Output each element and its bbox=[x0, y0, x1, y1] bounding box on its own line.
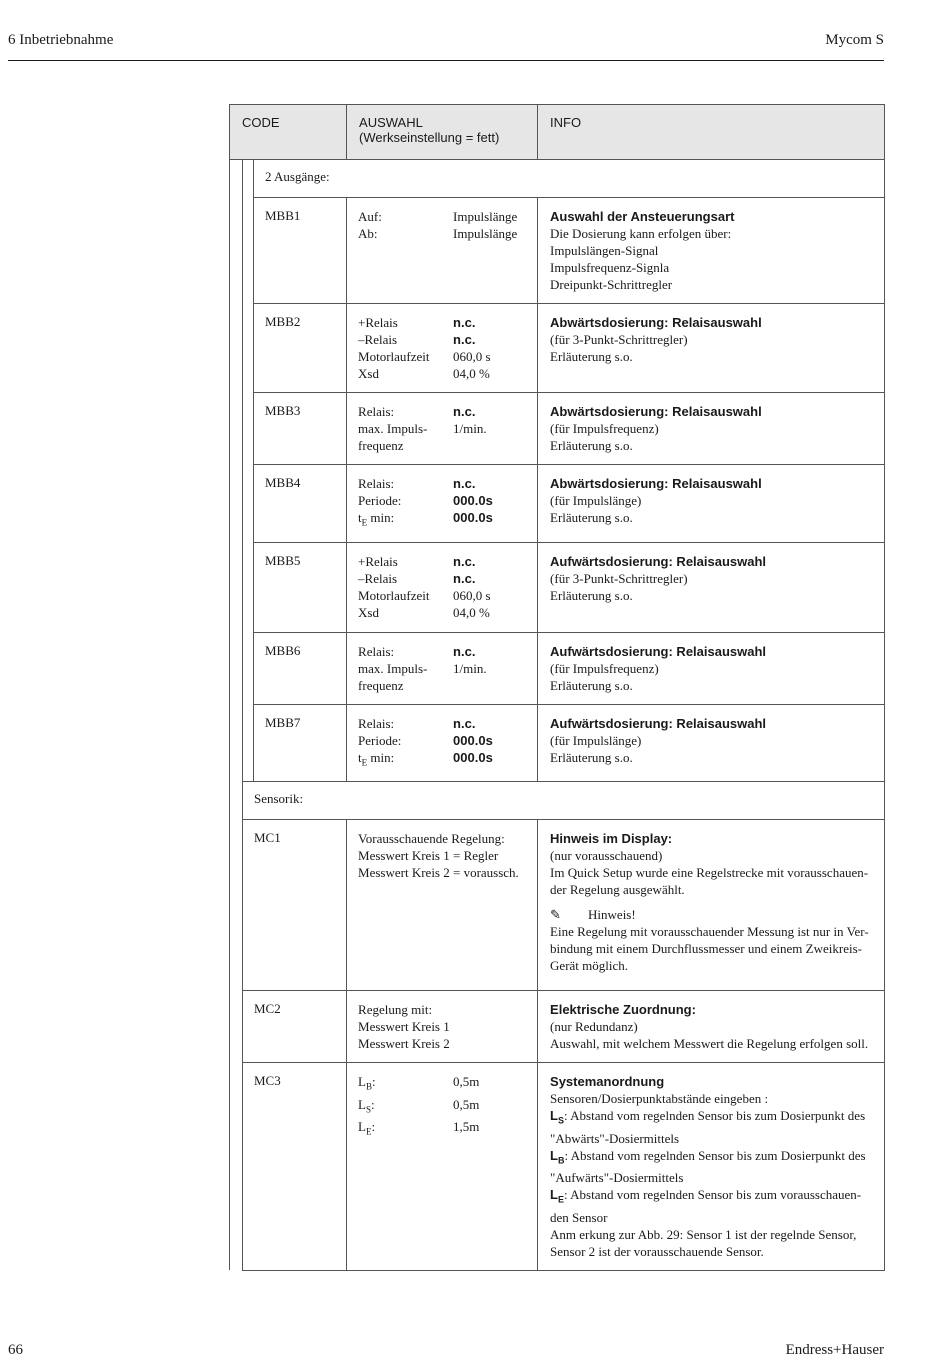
info-cell: Elektrische Zuordnung: (nur Redundanz) Auswahl, mit welchem Messwert die Regelung erfolgen soll. bbox=[538, 991, 885, 1063]
info-cell: Systemanordnung Sensoren/Dosierpunktabstände eingeben : $L_S$: Abstand vom regelnden Sensor bis zum Dosierpunkt des "Abwärts"-Dosiermittels $L_B$: Abstand vom regelnden Sensor bis zum Dosierpunkt des "Aufwärts"-Dosiermittels $L_E$: Abstand vom regelnden Sensor bis zum vorausschauen- den Sensor Anm erkung zur Abb. 29: Sensor 1 ist der regelnde Sensor, Sensor 2 ist der vorausschauende Sensor. bbox=[538, 1063, 885, 1271]
page-header-chapter: 6 Inbetriebnahme bbox=[8, 32, 114, 48]
code-cell: MBB7 bbox=[254, 704, 347, 782]
info-cell: Aufwärtsdosierung: Relaisauswahl (für Impulslänge) Erläuterung s.o. bbox=[538, 704, 885, 782]
info-cell: Abwärtsdosierung: Relaisauswahl (für 3-Punkt-Schrittregler) Erläuterung s.o. bbox=[538, 304, 885, 393]
inner-indent-bar bbox=[243, 160, 254, 782]
selection-cell: Relais: n.c. max. Impuls- 1/min. frequenz bbox=[347, 393, 538, 465]
code-cell: MBB5 bbox=[254, 542, 347, 632]
code-cell: MBB2 bbox=[254, 304, 347, 393]
table-row-mbb3 bbox=[230, 393, 885, 465]
outer-indent-bar bbox=[230, 160, 243, 782]
column-header-auswahl: AUSWAHL (Werkseinstellung = fett) bbox=[347, 105, 538, 160]
table-row-mbb6 bbox=[230, 632, 885, 704]
table-row-mbb7 bbox=[230, 704, 885, 782]
code-cell: MBB3 bbox=[254, 393, 347, 465]
code-cell: MC1 bbox=[243, 820, 347, 991]
note-block: ✎ Hinweis! bbox=[550, 907, 636, 923]
table-row-mbb5 bbox=[230, 542, 885, 632]
selection-cell: Relais: n.c. Periode: 000.0s $t_E$ min: 000.0s bbox=[347, 465, 538, 543]
table-row-mc1 bbox=[230, 820, 885, 991]
section-label: 2 Ausgänge: bbox=[254, 160, 885, 198]
selection-cell: Regelung mit: Messwert Kreis 1 Messwert Kreis 2 bbox=[347, 991, 538, 1063]
code-cell: MBB1 bbox=[254, 198, 347, 304]
page-number: 66 bbox=[8, 1342, 23, 1358]
info-cell: Auswahl der Ansteuerungsart Die Dosierung kann erfolgen über: Impulslängen-Signal Impulsfrequenz-Signla Dreipunkt-Schrittregler bbox=[538, 198, 885, 304]
page-header-product: Mycom S bbox=[825, 32, 884, 48]
info-cell: Hinweis im Display: (nur vorausschauend) Im Quick Setup wurde eine Regelstrecke mit vorausschauen- der Regelung ausgewählt. ✎ Hinweis! Eine Regelung mit vorausschauender Messung ist nur in Ver- bindung mit einem Durchflussmesser und einem Zweikreis- Gerät möglich. bbox=[538, 820, 885, 991]
parameter-table bbox=[229, 104, 885, 1271]
selection-cell: $L_B$: 0,5m $L_S$: 0,5m $L_E$: 1,5m bbox=[347, 1063, 538, 1271]
column-header-info: INFO bbox=[538, 105, 885, 160]
table-row-mc3 bbox=[230, 1063, 885, 1271]
header-rule bbox=[8, 60, 884, 61]
table-row-mbb4 bbox=[230, 465, 885, 543]
selection-cell: Relais: n.c. Periode: 000.0s $t_E$ min: 000.0s bbox=[347, 704, 538, 782]
selection-cell: +Relais n.c. –Relais n.c. Motorlaufzeit 060,0 s Xsd 04,0 % bbox=[347, 304, 538, 393]
info-cell: Abwärtsdosierung: Relaisauswahl (für Impulslänge) Erläuterung s.o. bbox=[538, 465, 885, 543]
outer-indent-bar bbox=[230, 782, 243, 1271]
info-cell: Aufwärtsdosierung: Relaisauswahl (für 3-Punkt-Schrittregler) Erläuterung s.o. bbox=[538, 542, 885, 632]
selection-cell: Auf: Impulslänge Ab: Impulslänge bbox=[347, 198, 538, 304]
table-row-mbb1 bbox=[230, 198, 885, 304]
selection-cell: Vorausschauende Regelung: Messwert Kreis 1 = Regler Messwert Kreis 2 = voraussch. bbox=[347, 820, 538, 991]
code-cell: MC3 bbox=[243, 1063, 347, 1271]
info-cell: Aufwärtsdosierung: Relaisauswahl (für Impulsfrequenz) Erläuterung s.o. bbox=[538, 632, 885, 704]
table-row-mbb2 bbox=[230, 304, 885, 393]
section-label: Sensorik: bbox=[243, 782, 885, 820]
section-row-sensorik bbox=[230, 782, 885, 820]
table-header-row bbox=[230, 105, 885, 160]
section-row-ausgaenge bbox=[230, 160, 885, 198]
selection-cell: +Relais n.c. –Relais n.c. Motorlaufzeit 060,0 s Xsd 04,0 % bbox=[347, 542, 538, 632]
info-cell: Abwärtsdosierung: Relaisauswahl (für Impulsfrequenz) Erläuterung s.o. bbox=[538, 393, 885, 465]
code-cell: MBB4 bbox=[254, 465, 347, 543]
column-header-code: CODE bbox=[230, 105, 347, 160]
brand-name: Endress+Hauser bbox=[785, 1342, 884, 1358]
table-row-mc2 bbox=[230, 991, 885, 1063]
selection-cell: Relais: n.c. max. Impuls- 1/min. frequenz bbox=[347, 632, 538, 704]
code-cell: MBB6 bbox=[254, 632, 347, 704]
pencil-note-icon: ✎ bbox=[550, 907, 561, 923]
code-cell: MC2 bbox=[243, 991, 347, 1063]
